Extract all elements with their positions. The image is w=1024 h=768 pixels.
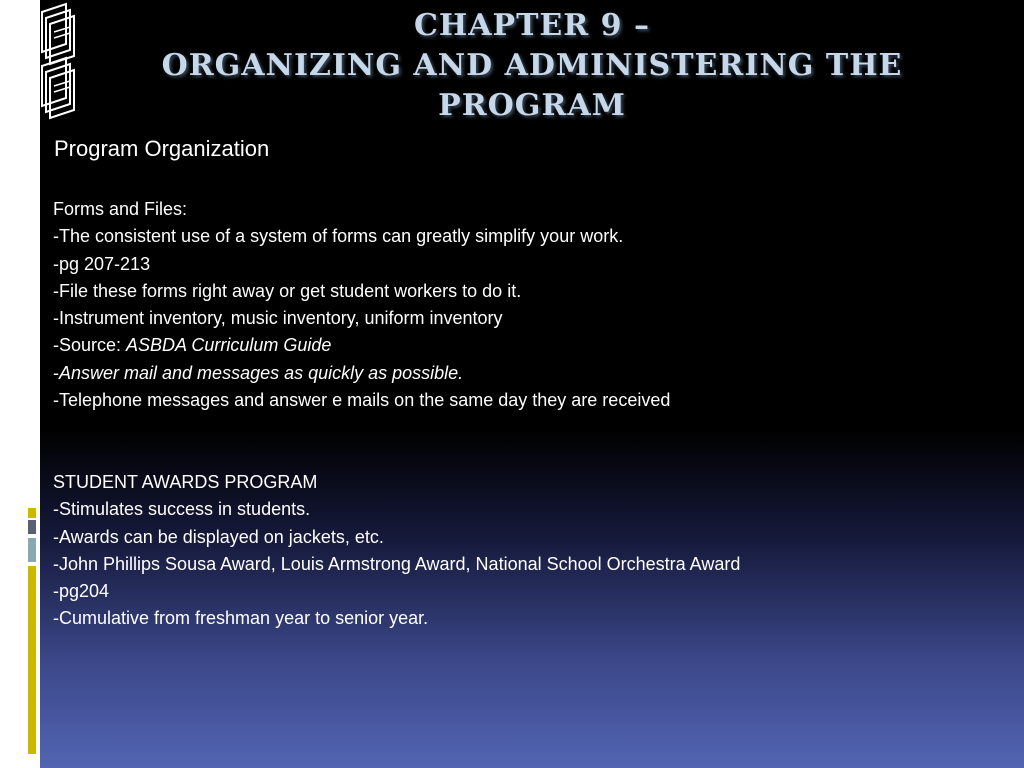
awards-item: -Awards can be displayed on jackets, etc.	[53, 526, 384, 547]
forms-source	[53, 332, 1013, 359]
source-prefix: -Source:	[53, 335, 127, 356]
awards-item: -pg204	[53, 581, 110, 602]
awards-item: -Cumulative from freshman year to senior year.	[53, 608, 429, 629]
title-line-2: ORGANIZING AND ADMINISTERING THE	[161, 48, 903, 83]
slide	[40, 0, 1024, 768]
answer-text: Answer mail and messages as quickly as possible.	[59, 362, 464, 383]
answer-dash: -	[53, 362, 59, 383]
forms-item: -The consistent use of a system of forms can greatly simplify your work.	[53, 226, 624, 247]
accent-bar-gray	[28, 520, 36, 534]
accent-bar-teal	[28, 538, 36, 562]
awards-item: -Stimulates success in students.	[53, 499, 311, 520]
awards-item: -John Phillips Sousa Award, Louis Armstrong Award, National School Orchestra Award	[53, 553, 741, 574]
section-subtitle: Program Organization	[54, 136, 270, 161]
title-line-3: PROGRAM	[438, 88, 626, 123]
forms-telephone: -Telephone messages and answer e mails on the same day they are received	[53, 390, 671, 411]
slide-title	[40, 6, 1024, 126]
accent-bar-yellow	[28, 566, 36, 754]
forms-item: -File these forms right away or get student workers to do it.	[53, 280, 522, 301]
forms-item: -pg 207-213	[53, 253, 151, 274]
forms-answer	[53, 360, 1013, 387]
awards-heading: STUDENT AWARDS PROGRAM	[53, 471, 318, 492]
accent-bar-yellow-top	[28, 508, 36, 518]
forms-item: -Instrument inventory, music inventory, uniform inventory	[53, 308, 503, 329]
forms-heading: Forms and Files:	[53, 199, 188, 219]
source-title: ASBDA Curriculum Guide	[126, 335, 332, 356]
slide-body	[53, 196, 1013, 633]
title-line-1: CHAPTER 9 –	[414, 8, 650, 43]
